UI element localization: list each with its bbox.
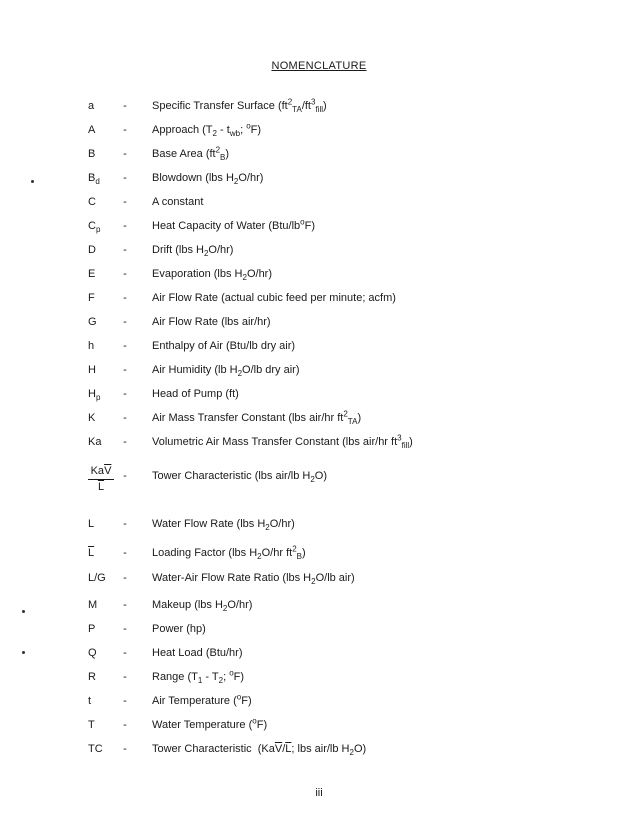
separator: - bbox=[123, 124, 127, 136]
separator: - bbox=[123, 547, 127, 559]
nomenclature-row bbox=[0, 338, 638, 358]
scan-speck bbox=[22, 610, 25, 613]
nomenclature-row bbox=[0, 693, 638, 713]
definition: Tower Characteristic (lbs air/lb $H_2O$) bbox=[152, 470, 328, 485]
page-heading: NOMENCLATURE bbox=[271, 60, 367, 72]
separator: - bbox=[123, 470, 127, 482]
separator: - bbox=[123, 148, 127, 160]
nomenclature-row bbox=[0, 266, 638, 286]
separator: - bbox=[123, 719, 127, 731]
symbol: H bbox=[88, 364, 96, 376]
nomenclature-row bbox=[0, 741, 638, 761]
nomenclature-row bbox=[0, 290, 638, 310]
definition: Power (hp) bbox=[152, 623, 206, 635]
symbol: E bbox=[88, 268, 96, 280]
nomenclature-row bbox=[0, 570, 638, 590]
symbol: A bbox=[88, 124, 96, 136]
definition: Specific Transfer Surface $(ft^2_{TA}/ft^3_{fill})$ bbox=[152, 97, 327, 115]
definition: Base Area $(ft^2_B)$ bbox=[152, 145, 230, 163]
separator: - bbox=[123, 695, 127, 707]
definition: Loading Factor (lbs $H_2O/hr$ $ft^2_B$) bbox=[152, 544, 306, 562]
symbol: M bbox=[88, 599, 98, 611]
separator: - bbox=[123, 100, 127, 112]
definition: Water-Air Flow Rate Ratio (lbs $H_2O/lb$ air) bbox=[152, 572, 355, 587]
nomenclature-row bbox=[0, 386, 638, 406]
nomenclature-row bbox=[0, 717, 638, 737]
symbol: h bbox=[88, 340, 95, 352]
definition: Drift (lbs $H_2O/hr$) bbox=[152, 244, 234, 259]
nomenclature-row bbox=[0, 669, 638, 689]
separator: - bbox=[123, 388, 127, 400]
nomenclature-row bbox=[0, 621, 638, 641]
separator: - bbox=[123, 599, 127, 611]
nomenclature-row bbox=[0, 410, 638, 430]
definition: Air Temperature ($^o$F) bbox=[152, 692, 252, 707]
nomenclature-row bbox=[0, 362, 638, 382]
symbol: $\overline{L}$ bbox=[88, 547, 95, 559]
definition: Water Temperature ($^o$F) bbox=[152, 716, 268, 731]
definition: Air Flow Rate (lbs air/hr) bbox=[152, 316, 271, 328]
nomenclature-row bbox=[0, 194, 638, 214]
separator: - bbox=[123, 623, 127, 635]
definition: Air Mass Transfer Constant (lbs air/hr $ft^2_{TA}$) bbox=[152, 409, 362, 427]
symbol: L bbox=[88, 518, 95, 530]
separator: - bbox=[123, 340, 127, 352]
symbol: R bbox=[88, 671, 96, 683]
symbol: $H_p$ bbox=[88, 388, 101, 403]
nomenclature-row bbox=[0, 645, 638, 665]
definition: Blowdown (lbs $H_2O/hr$) bbox=[152, 172, 264, 187]
definition: Air Flow Rate (actual cubic feed per minute; acfm) bbox=[152, 292, 396, 304]
definition: A constant bbox=[152, 196, 204, 208]
symbol: $B_d$ bbox=[88, 172, 100, 187]
nomenclature-row bbox=[0, 242, 638, 262]
definition: Tower Characteristic ($Ka\overline{V}/\overline{L}$; lbs air/lb $H_2O$) bbox=[152, 743, 367, 758]
symbol: a bbox=[88, 100, 95, 112]
symbol: $C_p$ bbox=[88, 220, 101, 235]
symbol: F bbox=[88, 292, 95, 304]
symbol: K bbox=[88, 412, 96, 424]
definition: Water Flow Rate (lbs $H_2O/hr$) bbox=[152, 518, 295, 533]
definition: Air Humidity (lb $H_2O/lb$ dry air) bbox=[152, 364, 300, 379]
definition: Heat Capacity of Water $(Btu/lb^oF)$ bbox=[152, 217, 315, 232]
definition: Enthalpy of Air (Btu/lb dry air) bbox=[152, 340, 296, 352]
symbol: C bbox=[88, 196, 96, 208]
nomenclature-row bbox=[0, 146, 638, 166]
nomenclature-row bbox=[0, 516, 638, 536]
symbol: Ka bbox=[88, 436, 102, 448]
symbol: D bbox=[88, 244, 96, 256]
separator: - bbox=[123, 647, 127, 659]
definition: Volumetric Air Mass Transfer Constant (lbs air/hr $ft^3_{fill}$) bbox=[152, 433, 413, 451]
scan-speck bbox=[31, 180, 34, 183]
page-number: iii bbox=[315, 787, 323, 799]
nomenclature-row bbox=[0, 314, 638, 334]
separator: - bbox=[123, 244, 127, 256]
nomenclature-row bbox=[0, 218, 638, 238]
separator: - bbox=[123, 671, 127, 683]
symbol: L/G bbox=[88, 572, 106, 584]
definition: Approach ($T_2 - t_{wb}$; $^o$F) bbox=[152, 121, 262, 139]
separator: - bbox=[123, 316, 127, 328]
separator: - bbox=[123, 412, 127, 424]
definition: Makeup (lbs $H_2O/hr$) bbox=[152, 599, 253, 614]
definition: Evaporation (lbs $H_2O/hr$) bbox=[152, 268, 273, 283]
tower-characteristic-fraction: $Ka\overline{V}$ $\overline{L}$ bbox=[88, 464, 114, 494]
scan-speck bbox=[22, 651, 25, 654]
separator: - bbox=[123, 436, 127, 448]
separator: - bbox=[123, 268, 127, 280]
symbol: t bbox=[88, 695, 92, 707]
nomenclature-row bbox=[0, 434, 638, 454]
definition: Heat Load (Btu/hr) bbox=[152, 647, 243, 659]
symbol: Q bbox=[88, 647, 97, 659]
separator: - bbox=[123, 518, 127, 530]
separator: - bbox=[123, 572, 127, 584]
separator: - bbox=[123, 196, 127, 208]
nomenclature-row bbox=[0, 122, 638, 142]
nomenclature-row bbox=[0, 98, 638, 118]
separator: - bbox=[123, 292, 127, 304]
nomenclature-row bbox=[0, 545, 638, 565]
nomenclature-row bbox=[0, 597, 638, 617]
separator: - bbox=[123, 364, 127, 376]
symbol: T bbox=[88, 719, 95, 731]
separator: - bbox=[123, 172, 127, 184]
symbol: B bbox=[88, 148, 96, 160]
nomenclature-row bbox=[0, 465, 638, 493]
symbol: TC bbox=[88, 743, 103, 755]
separator: - bbox=[123, 743, 127, 755]
nomenclature-row bbox=[0, 170, 638, 190]
definition: Head of Pump (ft) bbox=[152, 388, 239, 400]
symbol: G bbox=[88, 316, 97, 328]
symbol: P bbox=[88, 623, 96, 635]
separator: - bbox=[123, 220, 127, 232]
definition: Range ($T_1 - T_2$; $^o$F) bbox=[152, 668, 245, 686]
